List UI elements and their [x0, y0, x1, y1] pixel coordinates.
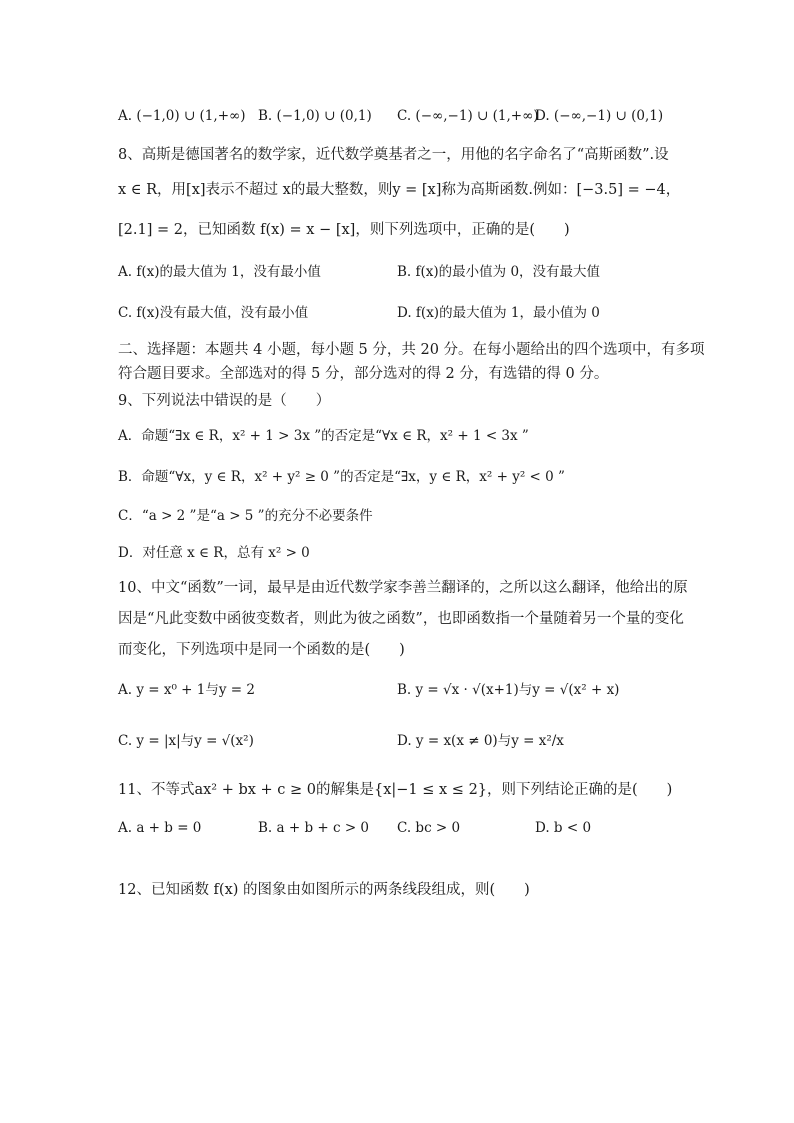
q8-stem-line2: x ∈ R，用[x]表示不超过 x的最大整数，则y = [x]称为高斯函数.例如：[−3.5] = −4，: [118, 182, 681, 198]
q10-stem-line1: 10、中文“函数”一词，最早是由近代数学家李善兰翻译的，之所以这么翻译，他给出的原: [118, 580, 688, 596]
q10-option-d: D. y = x(x ≠ 0)与y = x²/x: [397, 733, 564, 749]
q8-option-c: C. f(x)没有最大值，没有最小值: [118, 305, 309, 321]
q7-option-c: C. (−∞,−1) ∪ (1,+∞): [397, 108, 539, 124]
q10-stem-line3: 而变化，下列选项中是同一个函数的是( ): [118, 642, 405, 658]
q10-option-b: B. y = √x · √(x+1)与y = √(x² + x): [397, 682, 620, 698]
q9-stem: 9、下列说法中错误的是（ ）: [118, 393, 331, 409]
q8-stem-line3: [2.1] = 2，已知函数 f(x) = x − [x]，则下列选项中，正确的是( ): [118, 222, 570, 238]
q9-option-b: B．命题“∀x，y ∈ R，x² + y² ≥ 0 ”的否定是“∃x，y ∈ R，x² + y² < 0 ”: [118, 469, 565, 485]
q9-option-a: A．命题“∃x ∈ R，x² + 1 > 3x ”的否定是“∀x ∈ R，x² + 1 < 3x ”: [118, 428, 529, 444]
q12-stem: 12、已知函数 f(x) 的图象由如图所示的两条线段组成，则( ): [118, 882, 530, 898]
q11-option-c: C. bc > 0: [397, 820, 461, 836]
q8-stem-line1: 8、高斯是德国著名的数学家，近代数学奠基者之一，用他的名字命名了“高斯函数”.设: [118, 147, 669, 163]
q11-option-d: D. b < 0: [535, 820, 592, 836]
q11-option-b: B. a + b + c > 0: [258, 820, 370, 836]
q8-option-b: B. f(x)的最小值为 0，没有最大值: [397, 264, 601, 280]
q11-option-a: A. a + b = 0: [118, 820, 202, 836]
q9-option-d: D．对任意 x ∈ R，总有 x² > 0: [118, 545, 310, 561]
q9-option-c: C．“a > 2 ”是“a > 5 ”的充分不必要条件: [118, 508, 373, 524]
section2-heading-line1: 二、选择题：本题共 4 小题，每小题 5 分，共 20 分。在每小题给出的四个选项中，有多项: [118, 342, 705, 358]
section2-heading-line2: 符合题目要求。全部选对的得 5 分，部分选对的得 2 分，有选错的得 0 分。: [118, 366, 609, 382]
q10-stem-line2: 因是“凡此变数中函彼变数者，则此为彼之函数”，也即函数指一个量随着另一个量的变化: [118, 611, 684, 627]
q11-stem: 11、不等式ax² + bx + c ≥ 0的解集是{x|−1 ≤ x ≤ 2}，则下列结论正确的是( ): [118, 782, 673, 798]
q7-option-a: A. (−1,0) ∪ (1,+∞): [118, 108, 246, 124]
q10-option-c: C. y = |x|与y = √(x²): [118, 733, 254, 749]
q7-option-b: B. (−1,0) ∪ (0,1): [258, 108, 372, 124]
q8-option-a: A. f(x)的最大值为 1，没有最小值: [118, 264, 321, 280]
q7-option-d: D. (−∞,−1) ∪ (0,1): [535, 108, 664, 124]
q10-option-a: A. y = x⁰ + 1与y = 2: [118, 682, 255, 698]
q8-option-d: D. f(x)的最大值为 1，最小值为 0: [397, 305, 600, 321]
